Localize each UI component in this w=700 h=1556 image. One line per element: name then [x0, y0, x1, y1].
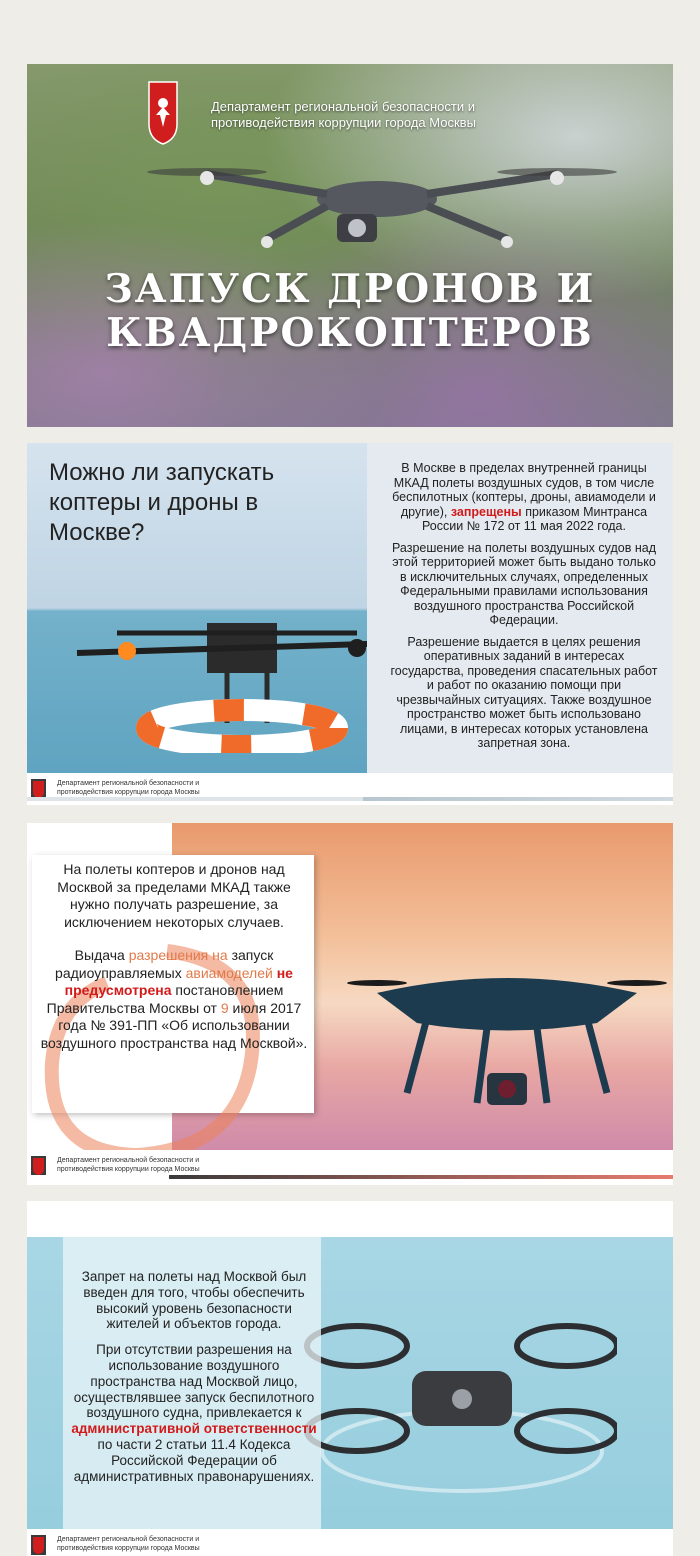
bottom-stripe — [27, 1175, 673, 1179]
moscow-coat-of-arms-icon — [31, 1156, 46, 1176]
slide-footer — [27, 1529, 673, 1556]
slide-text — [69, 1269, 319, 1494]
paragraph: При отсутствии разрешения на использование воздушного пространства над Москвой лицо, осуществлявшее запуск беспилотного воздушного судна, привлекается к административной ответственности по части 2 статьи 11.4 Кодекса Российской Федерации об административных правонарушениях. — [71, 1342, 317, 1484]
moscow-coat-of-arms-icon — [31, 779, 46, 799]
quadcopter-image — [337, 943, 673, 1143]
paragraph: Выдача разрешения на запуск радиоуправляемых авиамоделей не предусмотрена постановлением Правительства Москвы от 9 июля 2017 года № 391-ПП «Об использовании воздушного пространства над Москвой». — [40, 947, 308, 1051]
slide-moscow-ban — [27, 443, 673, 805]
quadcopter-image — [117, 144, 637, 284]
footer-department: Департамент региональной безопасности и противодействия коррупции города Москвы — [57, 1536, 200, 1552]
highlight-liability: административной ответственности — [71, 1421, 317, 1437]
slide-liability — [27, 1201, 673, 1556]
paragraph: Разрешение на полеты воздушных судов над этой территорией может быть выдано только в исключительных случаях, определенных Федеральными правилами использования воздушного пространства Российской Федерации. — [392, 540, 656, 627]
page-title: ЗАПУСК ДРОНОВ И КВАДРОКОПТЕРОВ — [104, 266, 596, 356]
paragraph: Запрет на полеты над Москвой был введен для того, чтобы обеспечить высокий уровень безопасности жителей и объектов города. — [81, 1269, 307, 1332]
paragraph: Разрешение выдается в целях решения оперативных заданий в интересах государства, проведения спасательных работ и работ по оказанию помощи при чрезвычайных ситуациях. Также воздушное пространство может быть использовано лицами, в интересах которых установлена запретная зона. — [390, 634, 658, 750]
header-banner — [27, 64, 673, 427]
mini-drone-image — [297, 1301, 617, 1501]
moscow-coat-of-arms-icon — [31, 1535, 46, 1555]
paragraph: В Москве в пределах внутренней границы МКАД полеты воздушных судов, в том числе беспилотных (коптеры, дроны, авиамодели и другие), запрещены приказом Минтранса России № 172 от 11 мая 2022 года. — [392, 461, 656, 533]
highlight-banned: запрещены — [450, 504, 522, 519]
department-name: Департамент региональной безопасности и противодействия коррупции города Москвы — [211, 99, 476, 130]
slide-outside-mkad — [27, 823, 673, 1185]
slide-question: Можно ли запускать коптеры и дроны в Москве? — [49, 459, 275, 546]
bottom-stripe — [27, 797, 673, 801]
footer-department: Департамент региональной безопасности и противодействия коррупции города Москвы — [57, 1157, 200, 1173]
slide-text — [39, 861, 309, 1068]
slide-text — [389, 461, 659, 758]
highlight-not-provided: не предусмотрена — [64, 964, 293, 998]
footer-department: Департамент региональной безопасности и противодействия коррупции города Москвы — [57, 780, 200, 796]
hexacopter-image — [57, 523, 417, 753]
paragraph: На полеты коптеров и дронов над Москвой за пределами МКАД также нужно получать разрешение, за исключением некоторых случаев. — [57, 861, 291, 930]
moscow-coat-of-arms-icon — [148, 79, 178, 145]
